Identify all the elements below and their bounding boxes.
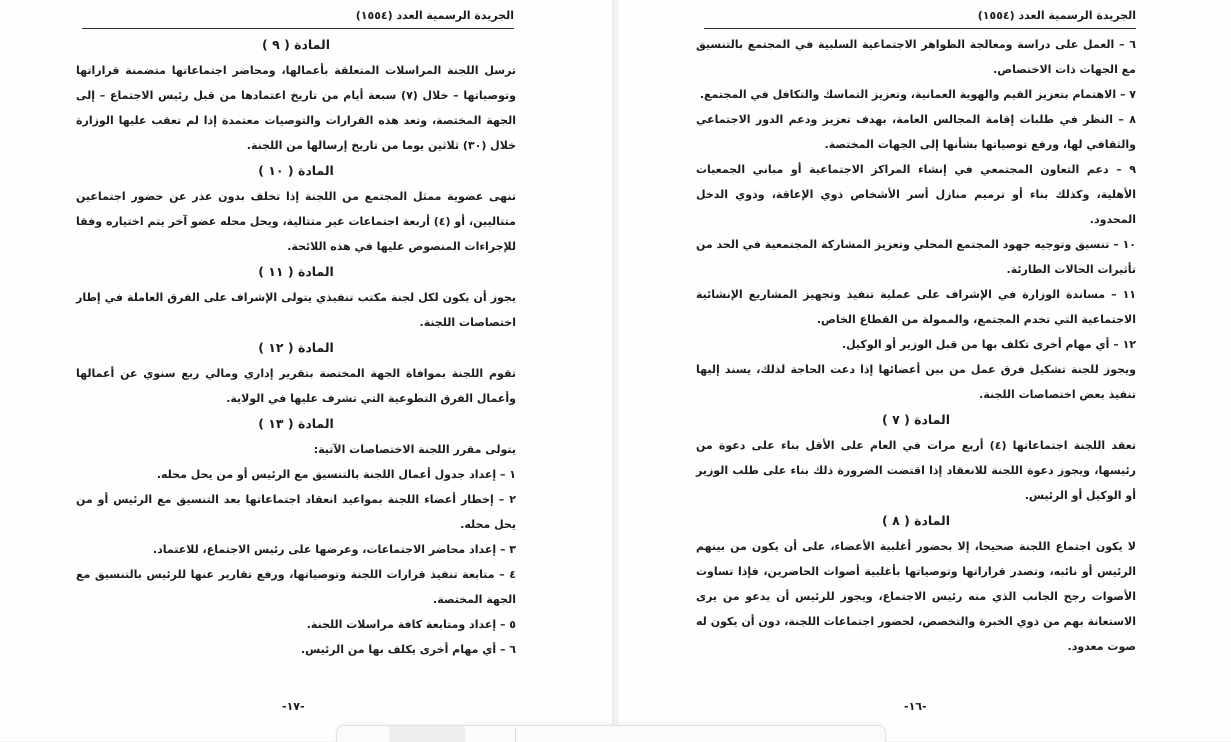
paragraph: تقوم اللجنة بموافاة الجهة المختصة بتقرير إداري ومالي ربع سنوي عن أعمالها وأعمال الفرق التطوعية التي تشرف عليها في الولاية. <box>76 367 516 405</box>
article-heading: المادة ( ١٣ ) <box>258 416 334 431</box>
list-item: ٥ – إعداد ومتابعة كافة مراسلات اللجنة. <box>306 618 516 631</box>
paragraph: يتولى مقرر اللجنة الاختصاصات الآتية: <box>313 443 516 456</box>
left-page-header: الجريدة الرسمية العدد (١٥٥٤) <box>82 6 514 29</box>
article-heading: المادة ( ٧ ) <box>882 412 950 427</box>
list-item: ٦ – أي مهام أخرى يكلف بها من الرئيس. <box>300 643 516 656</box>
right-page <box>618 0 1231 741</box>
list-item: ١٢ – أي مهام أخرى تكلف بها من قبل الوزير أو الوكيل. <box>841 338 1136 351</box>
list-item: ٤ – متابعة تنفيذ قرارات اللجنة وتوصياتها، ورفع تقارير عنها للرئيس بالتنسيق مع الجهة المختصة. <box>76 568 516 606</box>
list-item: ١٠ – تنسيق وتوجيه جهود المجتمع المحلي وتعزيز المشاركة المجتمعية في الحد من تأثيرات الحالات الطارئة. <box>696 238 1136 276</box>
paragraph: ترسل اللجنة المراسلات المتعلقة بأعمالها، ومحاضر اجتماعاتها متضمنة قراراتها وتوصياتها – خلال (٧) سبعة أيام من تاريخ اعتمادها من قبل رئيس الاجتماع – إلى الجهة المختصة، وتعد هذه القرارات والتوصيات معتمدة إذا لم تعقب عليها الوزارة خلال (٣٠) ثلاثين يوما من تاريخ إرسالها من اللجنة. <box>76 64 516 152</box>
article-heading: المادة ( ٩ ) <box>262 37 330 52</box>
list-item: ٧ – الاهتمام بتعزيز القيم والهوية العمانية، وتعزيز التماسك والتكافل في المجتمع. <box>699 88 1136 101</box>
left-page <box>0 0 614 741</box>
paragraph: ويجوز للجنة تشكيل فرق عمل من بين أعضائها إذا دعت الحاجة لذلك، يسند إليها تنفيذ بعض اختصاصات اللجنة. <box>696 363 1136 401</box>
paragraph: يجوز أن يكون لكل لجنة مكتب تنفيذي يتولى الإشراف على الفرق العاملة في إطار اختصاصات اللجنة. <box>76 291 516 329</box>
toolbar-separator <box>515 728 516 742</box>
list-item: ١١ – مساندة الوزارة في الإشراف على عملية تنفيذ وتجهيز المشاريع الإنشائية الاجتماعية التي تخدم المجتمع، والممولة من القطاع الخاص. <box>696 288 1136 326</box>
left-page-body <box>76 32 516 662</box>
list-item: ١ – إعداد جدول أعمال اللجنة بالتنسيق مع الرئيس أو من يحل محله. <box>156 468 516 481</box>
viewer-toolbar[interactable] <box>336 725 886 742</box>
toolbar-segment[interactable] <box>389 726 465 742</box>
list-item: ٣ – إعداد محاضر الاجتماعات، وعرضها على رئيس الاجتماع، للاعتماد. <box>152 543 516 556</box>
article-heading: المادة ( ٨ ) <box>882 513 950 528</box>
list-item: ٢ – إخطار أعضاء اللجنة بمواعيد انعقاد اجتماعاتها بعد التنسيق مع الرئيس أو من يحل محله. <box>76 493 516 531</box>
right-page-header: الجريدة الرسمية العدد (١٥٥٤) <box>704 6 1136 29</box>
paragraph: تعقد اللجنة اجتماعاتها (٤) أربع مرات في العام على الأقل بناء على دعوة من رئيسها، ويجوز دعوة اللجنة للانعقاد إذا اقتضت الضرورة ذلك بناء على طلب الوزير أو الوكيل أو الرئيس. <box>696 439 1136 502</box>
article-heading: المادة ( ١٠ ) <box>258 163 334 178</box>
article-heading: المادة ( ١٢ ) <box>258 340 334 355</box>
right-page-number: -١٦- <box>904 700 927 713</box>
list-item: ٨ – النظر في طلبات إقامة المجالس العامة، بهدف تعزيز ودعم الدور الاجتماعي والثقافي لها، ورفع توصياتها بشأنها إلى الجهات المختصة. <box>696 113 1136 151</box>
list-item: ٩ – دعم التعاون المجتمعي في إنشاء المراكز الاجتماعية أو مباني الجمعيات الأهلية، وكذلك بناء أو ترميم منازل أسر الأشخاص ذوي الإعاقة، وذوي الدخل المحدود. <box>696 163 1136 226</box>
list-item: ٦ – العمل على دراسة ومعالجة الظواهر الاجتماعية السلبية في المجتمع بالتنسيق مع الجهات ذات الاختصاص. <box>696 38 1136 76</box>
paragraph: تنهى عضوية ممثل المجتمع من اللجنة إذا تخلف بدون عذر عن حضور اجتماعين متتاليين، أو (٤) أربعة اجتماعات غير متتالية، ويحل محله عضو آخر يتم اختياره وفقا للإجراءات المنصوص عليها في هذه اللائحة. <box>76 190 516 253</box>
article-heading: المادة ( ١١ ) <box>258 264 334 279</box>
paragraph: لا يكون اجتماع اللجنة صحيحا، إلا بحضور أغلبية الأعضاء، على أن يكون من بينهم الرئيس أو نائبه، وتصدر قراراتها وتوصياتها بأغلبية أصوات الحاضرين، فإذا تساوت الأصوات رجح الجانب الذي منه رئيس الاجتماع، ويجوز للرئيس أن يدعو من يرى الاستعانة بهم من ذوي الخبرة والتخصص، لحضور اجتماعات اللجنة، دون أن يكون له صوت معدود. <box>696 540 1136 653</box>
right-page-body <box>696 32 1136 659</box>
left-page-number: -١٧- <box>282 700 305 713</box>
